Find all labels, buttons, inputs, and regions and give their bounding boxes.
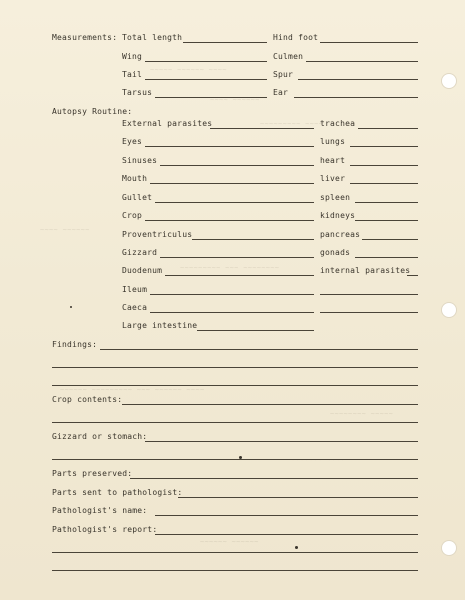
autopsy-heart-line[interactable]	[350, 165, 418, 166]
autopsy-gizzard-line[interactable]	[160, 257, 314, 258]
crop-contents-line-2[interactable]	[52, 422, 418, 423]
bleed-through-5: ~~~~~~~~~ ~~~ ~~~~~~~~	[180, 264, 280, 272]
autopsy-duodenum-label: Duodenum	[122, 266, 163, 275]
measure-hind-foot-label: Hind foot	[273, 33, 319, 42]
autopsy-crop-line[interactable]	[145, 220, 314, 221]
measure-tail-label: Tail	[122, 70, 143, 79]
autopsy-liver-line[interactable]	[350, 183, 418, 184]
measure-tarsus-label: Tarsus	[122, 88, 153, 97]
autopsy-liver-label: liver	[320, 174, 346, 183]
parts-sent-label: Parts sent to pathologist:	[52, 488, 183, 497]
bleed-through-6: ~~~~~~ ~~~~~~~~~ ~~~ ~~~~~~ ~~~~	[60, 386, 205, 394]
autopsy-heading: Autopsy Routine:	[52, 107, 133, 116]
autopsy-gonads-label: gonads	[320, 248, 351, 257]
pathologist-report-line-3[interactable]	[52, 570, 418, 571]
autopsy-trachea-label: trachea	[320, 119, 356, 128]
autopsy-kidneys-label: kidneys	[320, 211, 356, 220]
measure-spur-label: Spur	[273, 70, 294, 79]
pathologist-report-line-1[interactable]	[155, 534, 418, 535]
autopsy-proventriculus-label: Proventriculus	[122, 230, 193, 239]
autopsy-eyes-label: Eyes	[122, 137, 143, 146]
autopsy-internal-parasites-label: internal parasites	[320, 266, 411, 275]
measure-spur-line[interactable]	[298, 79, 418, 80]
measure-hind-foot-line[interactable]	[320, 42, 418, 43]
ink-speck-1	[239, 456, 242, 459]
gizzard-stomach-line-1[interactable]	[145, 441, 418, 442]
measure-culmen-line[interactable]	[306, 61, 418, 62]
bleed-through-1: ~~~~~ ~~~~~~ ~~~~	[150, 66, 227, 74]
measure-tarsus-line[interactable]	[155, 97, 267, 98]
autopsy-gizzard-label: Gizzard	[122, 248, 158, 257]
autopsy-gonads-line[interactable]	[355, 257, 418, 258]
autopsy-large-intestine-label: Large intestine	[122, 321, 198, 330]
autopsy-lungs-label: lungs	[320, 137, 346, 146]
pathologist-report-label: Pathologist's report:	[52, 525, 158, 534]
autopsy-internal-parasites-line[interactable]	[407, 275, 418, 276]
findings-line-3[interactable]	[52, 385, 418, 386]
bleed-through-9: ~~~~~~ ~~~~~~	[200, 538, 259, 546]
autopsy-spleen-line[interactable]	[355, 202, 418, 203]
measurements-heading: Measurements:	[52, 33, 118, 42]
findings-line-1[interactable]	[100, 349, 418, 350]
pathologist-report-line-2[interactable]	[52, 552, 418, 553]
autopsy-caeca-line[interactable]	[150, 312, 314, 313]
autopsy-kidneys-line[interactable]	[355, 220, 418, 221]
ink-speck-2	[295, 546, 298, 549]
autopsy-external-parasites-label: External parasites	[122, 119, 213, 128]
gizzard-stomach-line-2[interactable]	[52, 459, 418, 460]
parts-preserved-label: Parts preserved:	[52, 469, 133, 478]
autopsy-gullet-line[interactable]	[155, 202, 314, 203]
measure-culmen-label: Culmen	[273, 52, 304, 61]
autopsy-heart-label: heart	[320, 156, 346, 165]
measure-total-length-label: Total length	[122, 33, 183, 42]
ink-speck-3	[70, 306, 72, 308]
parts-sent-line[interactable]	[178, 497, 418, 498]
punch-hole-middle	[441, 302, 457, 318]
autopsy-sinuses-label: Sinuses	[122, 156, 158, 165]
bleed-through-4: ~~~~ ~~~~~~	[40, 226, 90, 234]
autopsy-crop-label: Crop	[122, 211, 143, 220]
bleed-through-8: ~~~~~~~ ~~~~	[290, 456, 345, 464]
measure-wing-label: Wing	[122, 52, 143, 61]
autopsy-duodenum-line[interactable]	[165, 275, 314, 276]
autopsy-ileum-line[interactable]	[150, 294, 314, 295]
autopsy-proventriculus-line[interactable]	[192, 239, 314, 240]
autopsy-eyes-line[interactable]	[145, 146, 314, 147]
bleed-through-7: ~~~~~~~~ ~~~~~	[330, 410, 394, 418]
parts-preserved-line[interactable]	[130, 478, 418, 479]
findings-label: Findings:	[52, 340, 98, 349]
bleed-through-2: ~~~~ ~~~~~~	[210, 96, 260, 104]
autopsy-external-parasites-line[interactable]	[210, 128, 314, 129]
autopsy-trachea-line[interactable]	[358, 128, 418, 129]
punch-hole-bottom	[441, 540, 457, 556]
autopsy-extra-line-1[interactable]	[320, 294, 418, 295]
autopsy-caeca-label: Caeca	[122, 303, 148, 312]
autopsy-pancreas-line[interactable]	[362, 239, 418, 240]
findings-line-2[interactable]	[52, 367, 418, 368]
autopsy-ileum-label: Ileum	[122, 285, 148, 294]
pathologist-name-line[interactable]	[155, 515, 418, 516]
autopsy-spleen-label: spleen	[320, 193, 351, 202]
autopsy-extra-line-2[interactable]	[320, 312, 418, 313]
pathologist-name-label: Pathologist's name:	[52, 506, 148, 515]
measure-ear-line[interactable]	[294, 97, 418, 98]
gizzard-stomach-label: Gizzard or stomach:	[52, 432, 148, 441]
measure-wing-line[interactable]	[145, 61, 267, 62]
measure-ear-label: Ear	[273, 88, 289, 97]
autopsy-gullet-label: Gullet	[122, 193, 153, 202]
measure-total-length-line[interactable]	[183, 42, 267, 43]
autopsy-large-intestine-line[interactable]	[197, 330, 314, 331]
crop-contents-line-1[interactable]	[122, 404, 418, 405]
bleed-through-3: ~~~~~~~~~ ~~~~	[260, 120, 324, 128]
autopsy-pancreas-label: pancreas	[320, 230, 361, 239]
punch-hole-top	[441, 73, 457, 89]
crop-contents-label: Crop contents:	[52, 395, 123, 404]
autopsy-mouth-label: Mouth	[122, 174, 148, 183]
autopsy-mouth-line[interactable]	[150, 183, 314, 184]
autopsy-lungs-line[interactable]	[350, 146, 418, 147]
measure-tail-line[interactable]	[145, 79, 267, 80]
autopsy-sinuses-line[interactable]	[160, 165, 314, 166]
